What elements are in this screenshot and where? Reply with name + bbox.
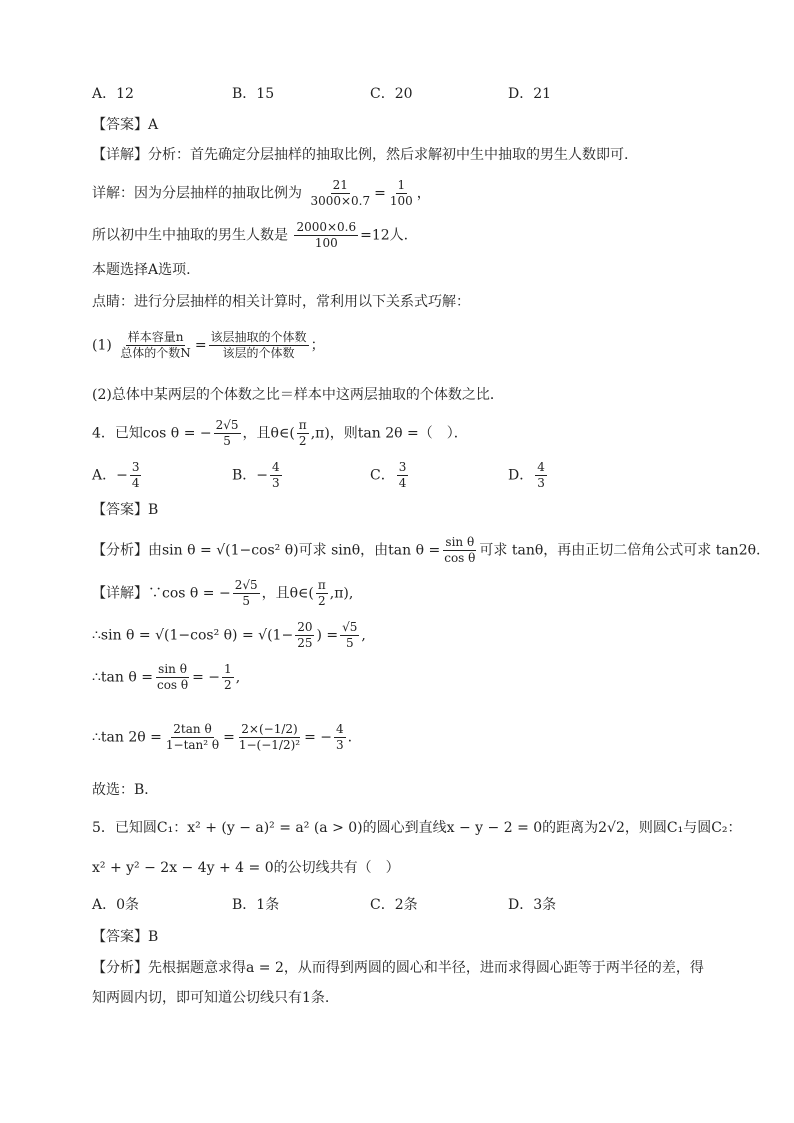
q4-step-sin: ∴sin θ = √(1−cos² θ) = √(1− $\frac{20}{25}$ ) = $\frac{√5}{5}$ , bbox=[92, 620, 366, 650]
q5-option-c: C．2条 bbox=[370, 897, 418, 913]
q5-option-d: D．3条 bbox=[508, 897, 557, 913]
q5-answer: 【答案】B bbox=[92, 929, 159, 945]
q5-option-b: B．1条 bbox=[232, 897, 280, 913]
q4-choose: 故选：B． bbox=[92, 782, 159, 798]
tip-line: 点睛：进行分层抽样的相关计算时，常利用以下关系式巧解： bbox=[92, 294, 470, 310]
ratio-result: $\frac{1}{100}$ bbox=[389, 178, 413, 208]
q4-step-tan2: ∴tan 2θ = $\frac{\text{2tan θ}}{\text{1−tan² θ}}$ = $\frac{2\times(-1/2)}{\text{1−(−1/2)²}}$ = − $\frac{4}{3}$ . bbox=[92, 722, 353, 752]
q4-step-tan: ∴tan θ = $\frac{\text{sin θ}}{\text{cos θ}}$ = − $\frac{1}{2}$ , bbox=[92, 662, 241, 692]
q5-analysis-1: 【分析】先根据题意求得a = 2，从而得到两圆的圆心和半径，进而求得圆心距等于两半径的差，得 bbox=[92, 960, 704, 976]
detail-text: 分析：首先确定分层抽样的抽取比例，然后求解初中生中抽取的男生人数即可. bbox=[148, 147, 629, 163]
detail-tag: 【详解】 bbox=[92, 147, 148, 163]
q5-option-a: A．0条 bbox=[92, 897, 140, 913]
q4-option-a: A．− $\frac{3}{4}$ bbox=[92, 460, 140, 490]
answer-label: 【答案】A bbox=[92, 117, 159, 133]
option-d: D．21 bbox=[508, 86, 552, 102]
count-line: 所以初中生中抽取的男生人数是 $\frac{2000\times 0.6}{100}$ =12人. bbox=[92, 220, 409, 250]
option-c: C．20 bbox=[370, 86, 413, 102]
q5-analysis-2: 知两圆内切，即可知道公切线只有1条. bbox=[92, 990, 330, 1006]
ratio-text: 详解：因为分层抽样的抽取比例为 bbox=[92, 185, 302, 202]
q4-stem: 4．已知cos θ = − $\frac{2√5}{5}$ ，且θ∈( $\frac{\pi}{2}$ ,π)，则tan 2θ =（ ）． bbox=[92, 418, 468, 448]
ratio-fraction: $\frac{21}{3000\times 0.7}$ bbox=[310, 178, 371, 208]
relation-1: (1) $\frac{\text{样本容量n}}{\text{总体的个数N}}$ = $\frac{\text{该层抽取的个体数}}{\text{该层的个体数}}$ ； bbox=[92, 330, 325, 360]
q4-option-c: C． $\frac{3}{4}$ bbox=[370, 460, 407, 490]
option-a: A．12 bbox=[92, 86, 134, 102]
relation-2: (2)总体中某两层的个体数之比＝样本中这两层抽取的个体数之比． bbox=[92, 387, 504, 403]
q5-stem-2: x² + y² − 2x − 4y + 4 = 0的公切线共有（ ） bbox=[92, 860, 400, 876]
q4-analysis: 【分析】由sin θ = √(1−cos² θ)可求 sinθ，由tan θ = $\frac{\text{sin θ}}{\text{cos θ}}$ 可求 tanθ，再由正切二倍角公式可求 tan2θ. bbox=[92, 535, 761, 565]
choose-line: 本题选择A选项. bbox=[92, 262, 191, 278]
detail-line bbox=[92, 145, 628, 165]
ratio-line: 详解：因为分层抽样的抽取比例为 $\frac{21}{3000\times 0.7}$ = $\frac{1}{100}$ ， bbox=[92, 178, 431, 208]
q5-stem-1: 5．已知圆C₁：x² + (y − a)² = a² (a > 0)的圆心到直线x − y − 2 = 0的距离为2√2，则圆C₁与圆C₂： bbox=[92, 820, 742, 836]
option-b: B．15 bbox=[232, 86, 275, 102]
q4-option-b: B．− $\frac{4}{3}$ bbox=[232, 460, 280, 490]
q4-answer: 【答案】B bbox=[92, 502, 159, 518]
count-fraction: $\frac{2000\times 0.6}{100}$ bbox=[296, 220, 357, 250]
q4-detail: 【详解】∵cos θ = − $\frac{2√5}{5}$ ，且θ∈( $\frac{\pi}{2}$ ,π), bbox=[92, 578, 354, 608]
q4-option-d: D． $\frac{4}{3}$ bbox=[508, 460, 545, 490]
